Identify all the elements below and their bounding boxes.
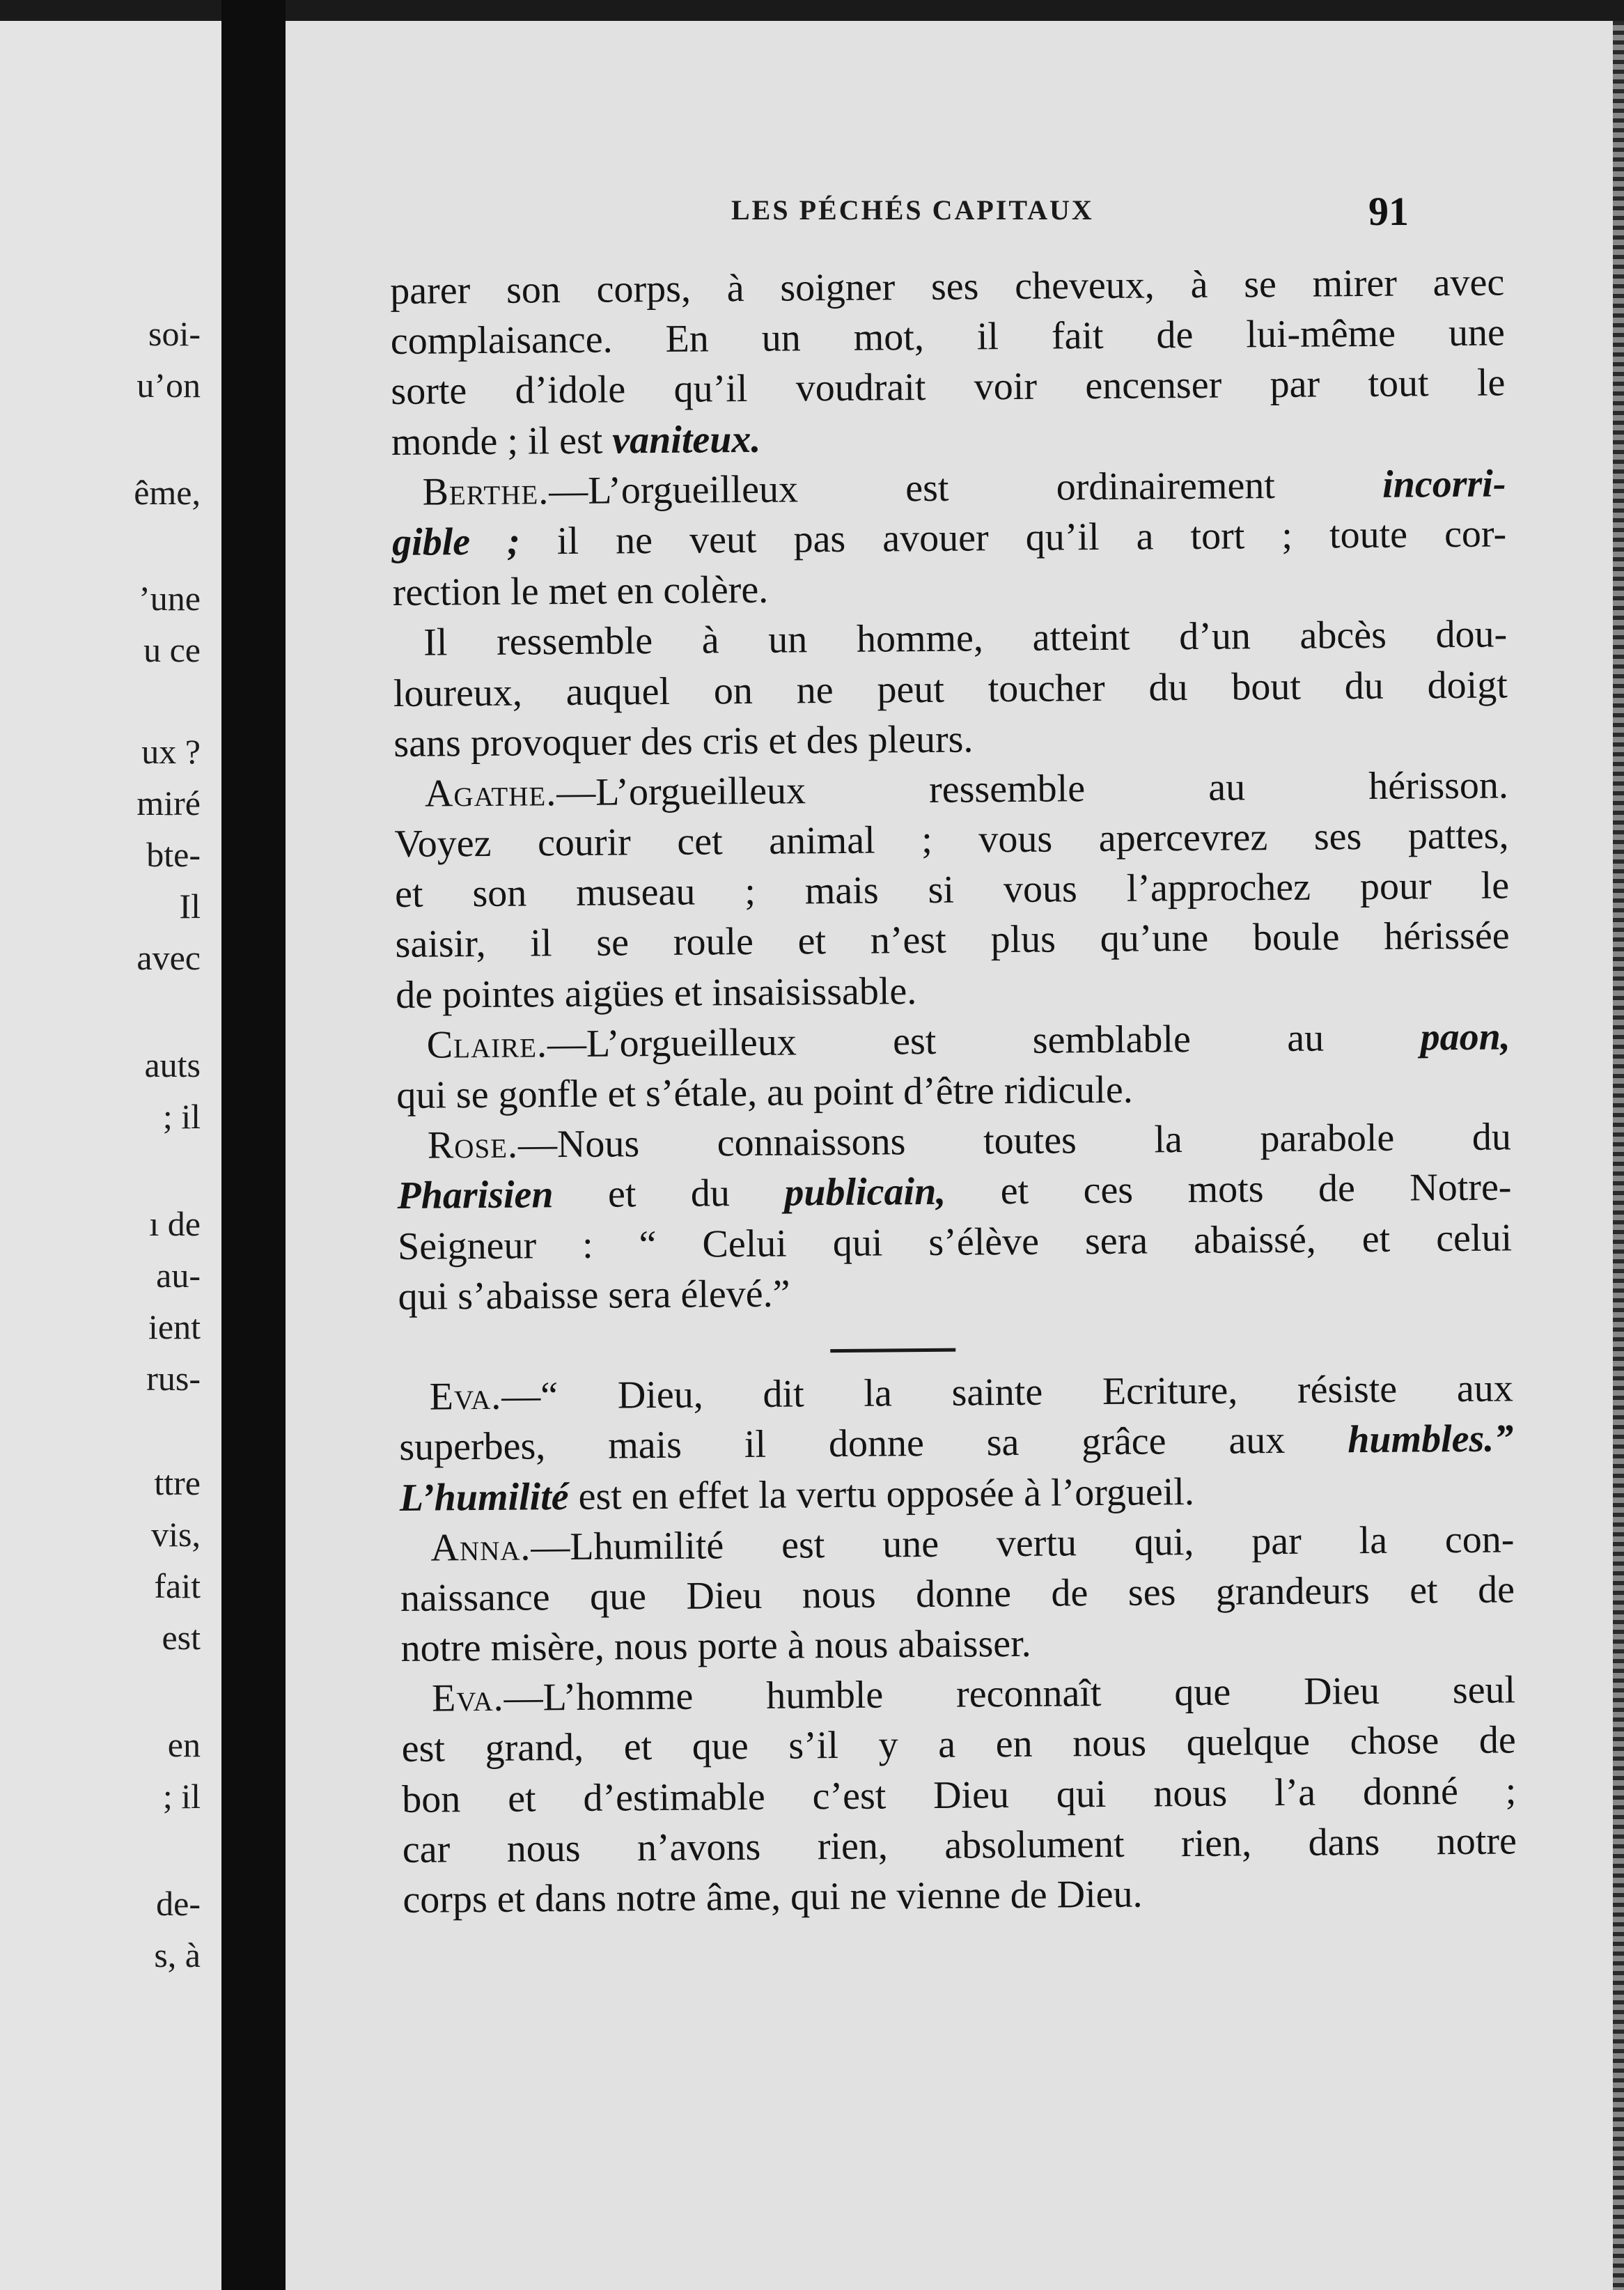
page-body <box>390 257 1517 1925</box>
left-fragment: de- <box>156 1884 201 1923</box>
left-fragment: soi- <box>148 314 201 353</box>
text-line: monde ; il est vaniteux. <box>391 417 761 464</box>
text-line: notre misère, nous porte à nous abaisser. <box>400 1621 1031 1671</box>
left-fragment: au- <box>156 1256 201 1295</box>
left-fragment: fait <box>154 1566 201 1605</box>
text-line: corps et dans notre âme, qui ne vienne de Dieu. <box>403 1872 1143 1922</box>
italic-term: incorri- <box>1382 462 1506 506</box>
italic-term: Pharisien <box>397 1173 554 1218</box>
left-fragment: ’une <box>139 579 201 618</box>
text-line: Rose.—Nous connaissons toutes la parabole du <box>427 1115 1512 1167</box>
section-divider <box>398 1313 1513 1372</box>
text-line: qui s’abaisse sera élevé.” <box>398 1272 790 1318</box>
text-line: gible ; il ne veut pas avouer qu’il a tort ; toute cor- <box>391 512 1507 564</box>
page-number: 91 <box>1368 189 1409 234</box>
text-line: loureux, auquel on ne peut toucher du bout du doigt <box>393 662 1508 715</box>
left-fragment: s, à <box>154 1935 201 1974</box>
text-line: Anna.—Lhumilité est une vertu qui, par la con- <box>430 1518 1515 1570</box>
left-fragment: ême, <box>134 473 201 512</box>
speaker-name: Rose. <box>427 1123 519 1167</box>
speaker-name: Eva. <box>431 1676 504 1720</box>
text-line: bon et d’estimable c’est Dieu qui nous l’a donné ; <box>402 1768 1517 1821</box>
italic-term: paon, <box>1420 1015 1510 1059</box>
speaker-name: Anna. <box>430 1525 531 1570</box>
left-fragment: auts <box>144 1045 201 1084</box>
running-title: LES PÉCHÉS CAPITAUX <box>731 194 1094 226</box>
left-fragment: ux ? <box>141 732 201 771</box>
text-line: qui se gonfle et s’étale, au point d’être ridicule. <box>396 1068 1133 1117</box>
speaker-name: Berthe. <box>422 469 549 514</box>
text-line: complaisance. En un mot, il fait de lui-même une <box>390 311 1506 364</box>
text-line: Eva.—“ Dieu, dit la sainte Ecriture, résiste aux <box>429 1366 1513 1419</box>
italic-term: humbles.” <box>1347 1417 1514 1462</box>
italic-term: L’humilité <box>399 1474 569 1520</box>
text-line: Seigneur : “ Celui qui s’élève sera abaissé, et celui <box>397 1215 1513 1268</box>
text-line: L’humilité est en effet la vertu opposée à l’orgueil. <box>399 1470 1195 1520</box>
text-line: Il ressemble à un homme, atteint d’un abcès dou- <box>423 612 1508 664</box>
text-line: est grand, et que s’il y a en nous quelque chose de <box>401 1718 1516 1771</box>
left-fragment: bte- <box>146 835 201 874</box>
text-line: sorte d’idole qu’il voudrait voir encenser par tout le <box>391 361 1506 414</box>
left-fragment: avec <box>136 938 201 977</box>
left-fragment: u’on <box>136 366 201 405</box>
text-line: sans provoquer des cris et des pleurs. <box>393 717 974 765</box>
left-fragment: miré <box>136 784 201 823</box>
italic-term: vaniteux. <box>612 417 761 462</box>
left-facing-page <box>0 21 221 2290</box>
text-line: de pointes aigües et insaisissable. <box>395 969 917 1017</box>
speaker-name: Eva. <box>429 1374 502 1419</box>
left-fragment: en <box>167 1725 201 1764</box>
left-fragment: rus- <box>146 1359 201 1398</box>
text-line: et son museau ; mais si vous l’approchez pour le <box>394 864 1510 917</box>
text-line: car nous n’avons rien, absolument rien, dans notre <box>402 1819 1517 1871</box>
text-line: Claire.—L’orgueilleux est semblable au paon, <box>426 1015 1510 1067</box>
text-line: Agathe.—L’orgueilleux ressemble au hérisson. <box>424 763 1509 816</box>
left-fragment: vis, <box>151 1515 201 1554</box>
text-line: Berthe.—L’orgueilleux est ordinairement incorri- <box>422 462 1506 514</box>
text-line: parer son corps, à soigner ses cheveux, à se mirer avec <box>390 260 1505 313</box>
left-fragment: ttre <box>154 1463 201 1502</box>
speaker-name: Claire. <box>426 1022 548 1067</box>
text-line: rection le met en colère. <box>392 568 769 615</box>
left-fragment: ; il <box>162 1777 201 1816</box>
left-fragment: ; il <box>162 1097 201 1136</box>
speaker-name: Agathe. <box>424 771 557 816</box>
left-fragment: ı de <box>149 1204 201 1243</box>
italic-term: gible ; <box>391 520 521 564</box>
text-line: Eva.—L’homme humble reconnaît que Dieu seul <box>431 1668 1516 1720</box>
left-fragment: u ce <box>143 630 201 669</box>
text-line: saisir, il se roule et n’est plus qu’une boule hérissée <box>395 914 1510 967</box>
text-line: Voyez courir cet animal ; vous apercevrez ses pattes, <box>394 813 1509 866</box>
text-line: superbes, mais il donne sa grâce aux humbles.” <box>399 1417 1514 1470</box>
text-line: naissance que Dieu nous donne de ses grandeurs et de <box>400 1568 1515 1620</box>
text-line: Pharisien et du publicain, et ces mots de Notre- <box>397 1165 1512 1218</box>
book-page <box>286 21 1624 2290</box>
left-fragment: est <box>162 1618 201 1657</box>
book-gutter <box>221 0 286 2290</box>
left-fragment: ient <box>148 1307 201 1346</box>
page-edge <box>1613 21 1624 2290</box>
left-fragment: Il <box>179 887 201 926</box>
italic-term: publicain, <box>784 1170 946 1215</box>
